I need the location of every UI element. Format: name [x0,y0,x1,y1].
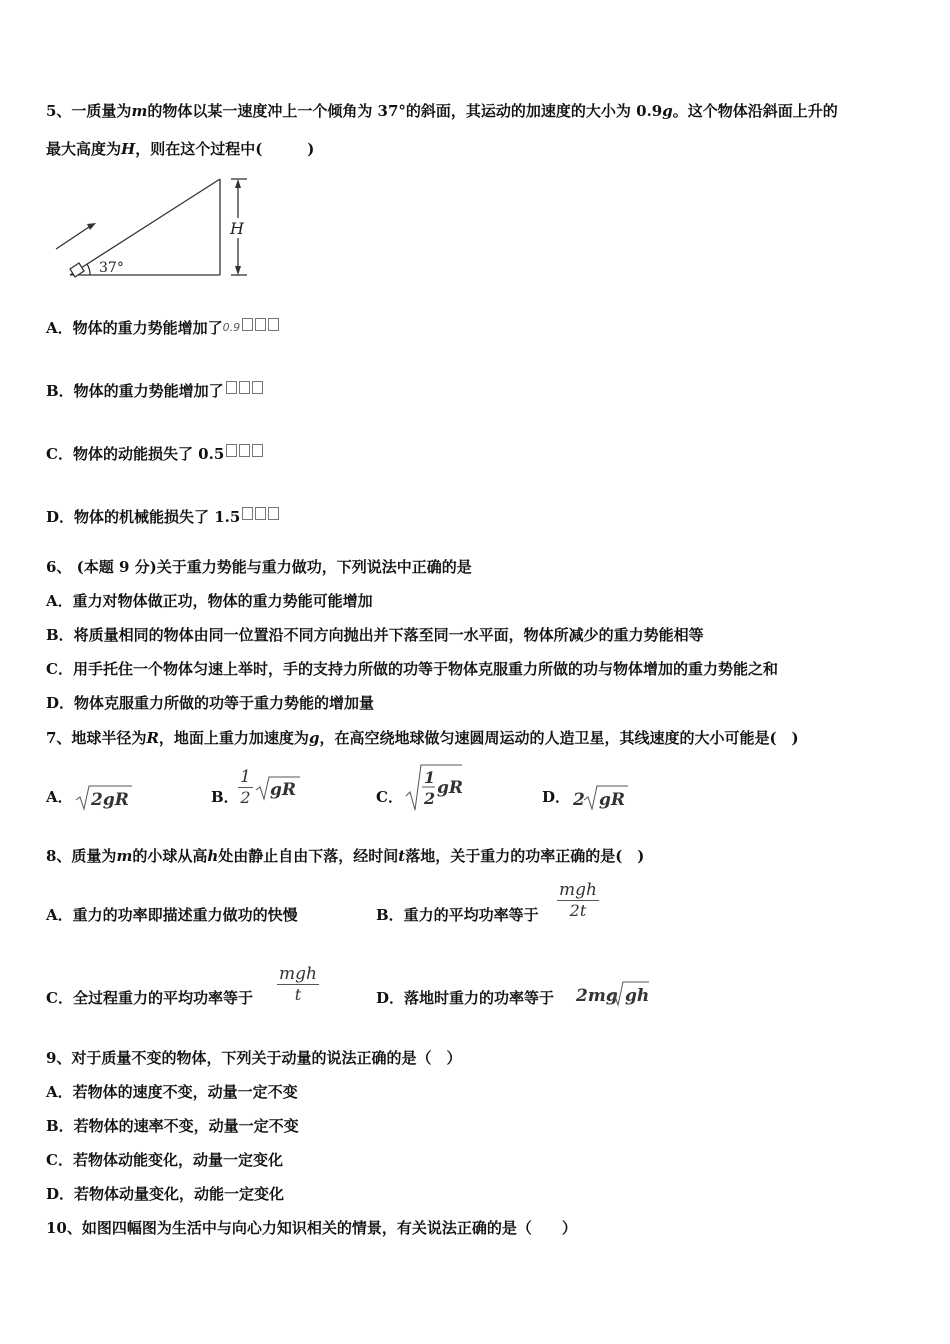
q9-option-d: D．若物体动量变化，动能一定变化 [46,1185,285,1203]
q5-option-d: D．物体的机械能损失了 1.5 [46,507,279,527]
velocity-arrow [56,225,92,249]
height-arrow-up-icon [235,179,241,188]
q8-option-d-math [573,979,653,1009]
svg-text:2gR: 2gR [91,790,129,810]
q8-stem: 8、质量为m的小球从高h处由静止自由下落，经时间t落地，关于重力的功率正确的是( ) [46,847,645,865]
q8-option-b: B．重力的平均功率等于 [376,906,539,924]
missing-glyph-icon [268,318,279,331]
missing-glyph-icon [226,381,237,394]
q7-option-d-math [570,782,630,812]
q10-stem: 10、如图四幅图为生活中与向心力知识相关的情景，有关说法正确的是（ ） [46,1219,577,1237]
q5-option-c: C．物体的动能损失了 0.5 [46,444,263,464]
svg-text:gh: gh [625,986,650,1006]
svg-text:gR: gR [270,780,297,800]
missing-glyph-icon [252,381,263,394]
q5-option-a: A．物体的重力势能增加了$^{0.9}$ [46,318,279,338]
missing-glyph-icon [268,507,279,520]
q7-option-b-sqrt [254,774,302,804]
missing-glyph-icon [252,444,263,457]
q6-option-d: D．物体克服重力所做的功等于重力势能的增加量 [46,694,375,712]
q6-option-c: C．用手托住一个物体匀速上举时，手的支持力所做的功等于物体克服重力所做的功与物体增加的重力势能之和 [46,660,778,678]
q8-option-d: D．落地时重力的功率等于 [376,989,555,1007]
q5-stem-line2: 最大高度为H，则在这个过程中( ) [46,140,315,158]
q7-option-c-label: C． [376,788,403,806]
q7-option-b-label: B． [211,788,239,806]
svg-text:2: 2 [424,789,436,808]
missing-glyph-icon [242,507,253,520]
q8-option-a: A．重力的功率即描述重力做功的快慢 [46,906,298,924]
svg-text:gR: gR [437,778,464,798]
q9-option-a: A．若物体的速度不变，动量一定不变 [46,1083,298,1101]
missing-glyph-icon [239,381,250,394]
missing-glyph-icon [255,507,266,520]
q9-stem: 9、对于质量不变的物体，下列关于动量的说法正确的是（ ） [46,1049,462,1067]
missing-glyph-icon [239,444,250,457]
q6-stem: 6、 (本题 9 分)关于重力势能与重力做功，下列说法中正确的是 [46,558,472,576]
q8-option-c: C．全过程重力的平均功率等于 [46,989,253,1007]
q9-option-b: B．若物体的速率不变，动量一定不变 [46,1117,299,1135]
q7-option-c-math [404,762,466,814]
height-label: H [230,219,244,238]
missing-glyph-icon [242,318,253,331]
missing-glyph-icon [255,318,266,331]
q6-option-a: A．重力对物体做正功，物体的重力势能可能增加 [46,592,373,610]
arrow-head-icon [87,223,96,230]
q6-option-b: B．将质量相同的物体由同一位置沿不同方向抛出并下落至同一水平面，物体所减少的重力势能相等 [46,626,704,644]
angle-label: 37° [99,260,124,276]
q5-option-b: B．物体的重力势能增加了 [46,381,263,401]
incline-diagram [50,172,260,282]
q5-stem-line1: 5、一质量为m的物体以某一速度冲上一个倾角为 37°的斜面，其运动的加速度的大小为 0.9g。这个物体沿斜面上升的 [46,102,838,120]
q7-option-d-label: D． [542,788,571,806]
angle-arc [87,264,90,275]
q7-option-b-fraction: 1 2 [240,767,251,807]
q8-option-b-fraction: mgh 2t [559,880,597,920]
svg-text:2: 2 [573,790,585,810]
height-arrow-down-icon [235,266,241,275]
svg-text:2mg: 2mg [576,986,618,1006]
q7-option-a-math [74,782,134,812]
q8-option-c-fraction: mgh t [279,964,317,1004]
missing-glyph-icon [226,444,237,457]
svg-text:gR: gR [599,790,626,810]
q7-stem: 7、地球半径为R，地面上重力加速度为g，在高空绕地球做匀速圆周运动的人造卫星，其线速度的大小可能是( ) [46,729,799,747]
svg-text:1: 1 [424,768,436,787]
q7-option-a-label: A． [46,788,73,806]
q9-option-c: C．若物体动能变化，动量一定变化 [46,1151,283,1169]
